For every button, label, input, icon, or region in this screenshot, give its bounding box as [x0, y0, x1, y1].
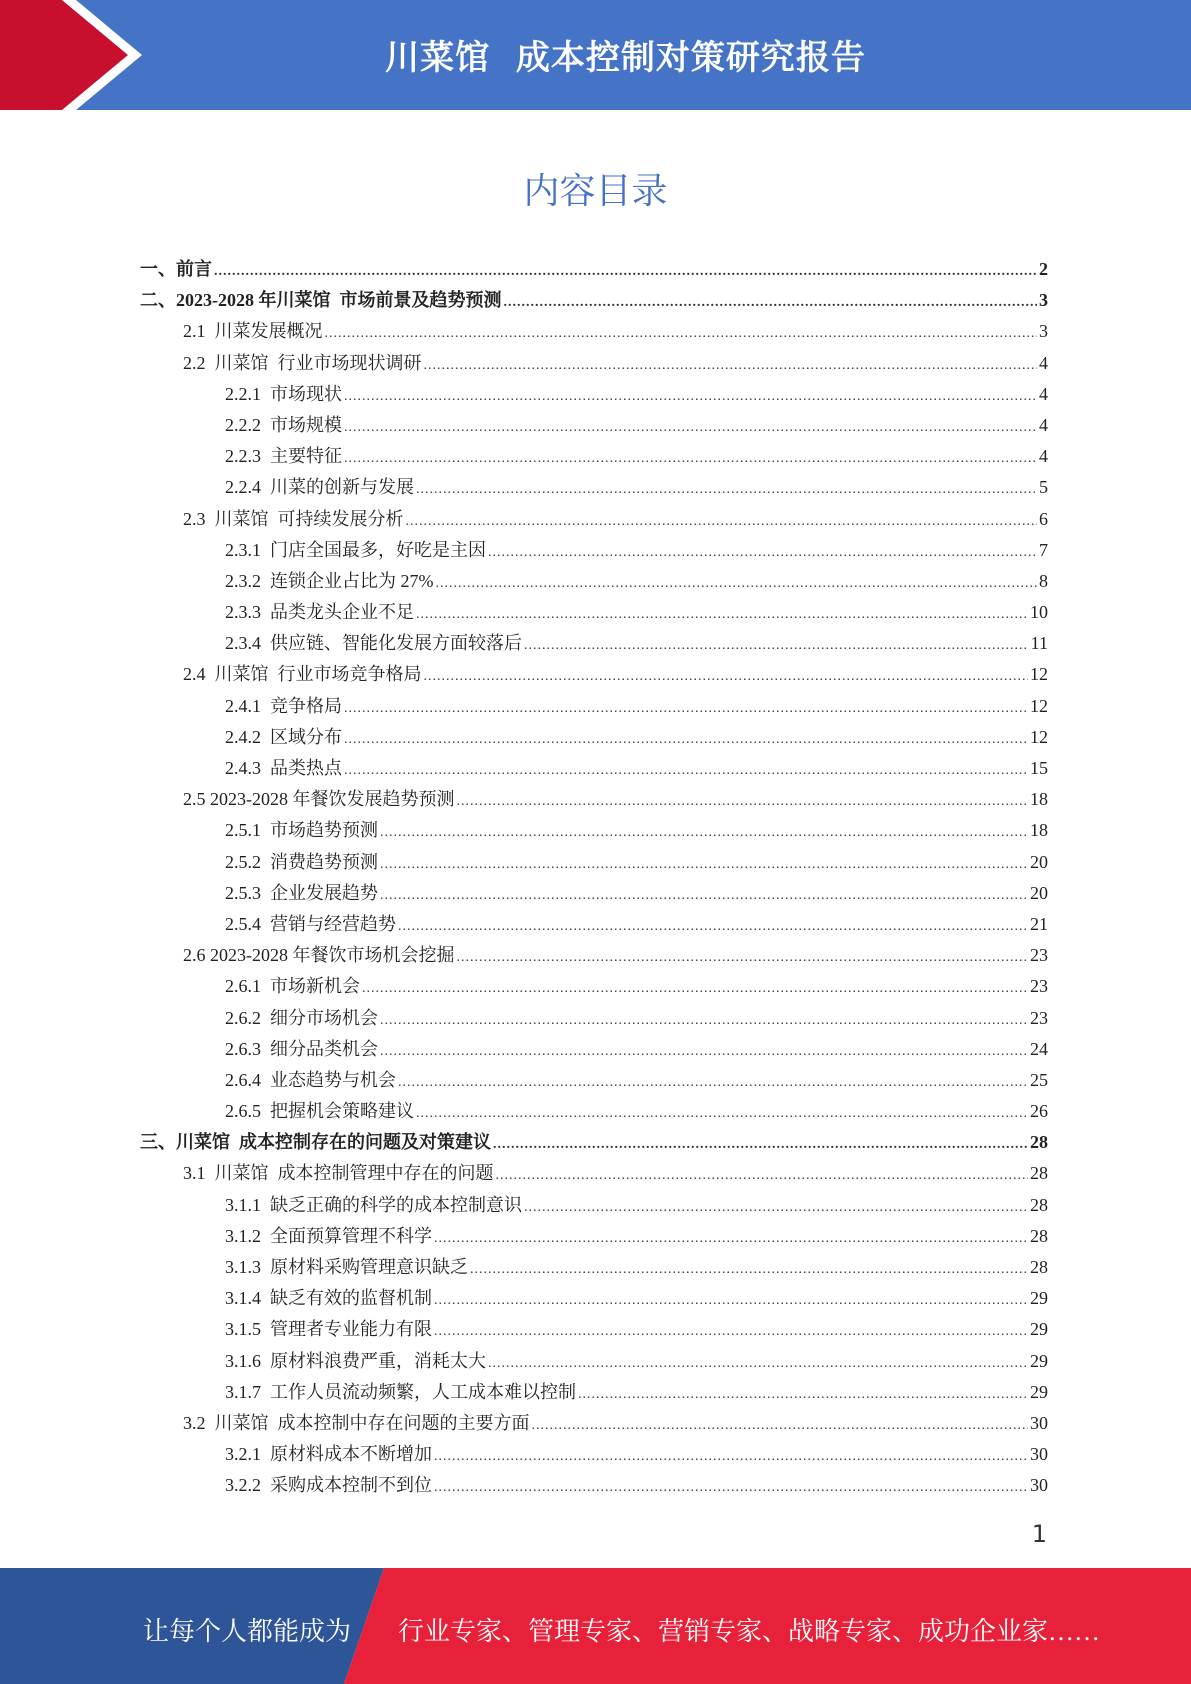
toc-entry[interactable]	[140, 566, 1048, 597]
toc-dot-leader	[344, 724, 1028, 755]
toc-entry-title: 2.6.4 业态趋势与机会	[225, 1069, 396, 1090]
toc-dot-leader	[344, 755, 1028, 786]
toc-entry-page: 12	[1030, 664, 1048, 685]
toc-entry-page: 30	[1030, 1412, 1048, 1433]
toc-entry-title: 2.3.2 连锁企业占比为 27%	[225, 570, 434, 591]
toc-entry-page: 15	[1030, 758, 1048, 778]
toc-entry-page: 4	[1039, 352, 1048, 373]
report-title: 川菜馆 成本控制对策研究报告	[385, 38, 866, 78]
toc-entry[interactable]	[140, 1158, 1048, 1189]
toc-entry-page: 28	[1030, 1257, 1048, 1277]
toc-entry[interactable]	[140, 659, 1048, 690]
toc-entry-title: 三、川菜馆 成本控制存在的问题及对策建议	[140, 1132, 491, 1153]
toc-entry[interactable]	[140, 940, 1048, 971]
page-number: 1	[1031, 1520, 1047, 1548]
toc-entry[interactable]	[140, 1003, 1048, 1034]
toc-dot-leader	[416, 1098, 1028, 1129]
toc-entry[interactable]	[140, 1314, 1048, 1345]
toc-entry[interactable]	[140, 1065, 1048, 1096]
toc-entry[interactable]	[140, 504, 1048, 535]
toc-entry-title: 2.2.1 市场现状	[225, 383, 342, 404]
toc-entry-title: 3.1.2 全面预算管理不科学	[225, 1225, 432, 1246]
toc-entry-page: 2	[1039, 259, 1048, 279]
toc-entry-page: 26	[1030, 1101, 1048, 1122]
toc-entry-title: 二、2023-2028 年川菜馆 市场前景及趋势预测	[140, 290, 502, 311]
toc-entry-page: 20	[1030, 882, 1048, 903]
toc-dot-leader	[470, 1254, 1028, 1285]
toc-dot-leader	[457, 786, 1029, 817]
toc-entry[interactable]	[140, 410, 1048, 441]
toc-dot-leader	[532, 1410, 1029, 1441]
toc-entry-title: 2.4.3 品类热点	[225, 758, 342, 778]
toc-entry-page: 18	[1030, 820, 1048, 841]
toc-entry-page: 21	[1030, 913, 1048, 934]
toc-entry-title: 2.2.3 主要特征	[225, 446, 342, 467]
toc-entry[interactable]	[140, 1221, 1048, 1252]
toc-entry-page: 23	[1030, 945, 1048, 966]
toc-entry-page: 30	[1030, 1475, 1048, 1496]
toc-entry-page: 6	[1039, 508, 1048, 529]
toc-entry-page: 8	[1039, 570, 1048, 591]
toc-dot-leader	[434, 1441, 1028, 1472]
toc-entry-page: 29	[1030, 1350, 1048, 1371]
toc-entry-title: 2.5.3 企业发展趋势	[225, 882, 378, 903]
toc-entry[interactable]	[140, 628, 1048, 659]
toc-dot-leader	[504, 287, 1038, 318]
toc-entry[interactable]	[140, 971, 1048, 1002]
toc-entry-title: 2.4.2 区域分布	[225, 726, 342, 747]
toc-entry-title: 2.5.1 市场趋势预测	[225, 820, 378, 841]
toc-entry-page: 18	[1030, 789, 1048, 810]
toc-entry-title: 2.3 川菜馆 可持续发展分析	[183, 508, 404, 529]
toc-entry[interactable]	[140, 472, 1048, 503]
toc-entry[interactable]	[140, 348, 1048, 379]
toc-dot-leader	[380, 817, 1028, 848]
toc-entry-page: 5	[1039, 477, 1048, 498]
toc-dot-leader	[436, 568, 1038, 599]
toc-entry-page: 3	[1039, 321, 1048, 342]
toc-dot-leader	[457, 942, 1029, 973]
toc-entry[interactable]	[140, 753, 1048, 784]
toc-entry-title: 2.6.5 把握机会策略建议	[225, 1101, 414, 1122]
toc-entry[interactable]	[140, 1252, 1048, 1283]
toc-entry[interactable]	[140, 285, 1048, 316]
toc-entry[interactable]	[140, 1127, 1048, 1158]
toc-entry-page: 29	[1030, 1288, 1048, 1309]
toc-entry-page: 11	[1030, 633, 1048, 654]
toc-heading: 内容目录	[523, 171, 668, 212]
toc-entry[interactable]	[140, 379, 1048, 410]
toc-entry-title: 2.5.4 营销与经营趋势	[225, 913, 396, 934]
toc-entry[interactable]	[140, 909, 1048, 940]
toc-entry[interactable]	[140, 597, 1048, 628]
toc-entry[interactable]	[140, 1283, 1048, 1314]
toc-dot-leader	[434, 1285, 1028, 1316]
toc-entry-title: 3.1.1 缺乏正确的科学的成本控制意识	[225, 1194, 522, 1215]
toc-entry-page: 20	[1030, 851, 1048, 872]
toc-dot-leader	[362, 973, 1028, 1004]
toc-entry-title: 2.3.4 供应链、智能化发展方面较落后	[225, 633, 522, 654]
toc-entry-title: 2.4.1 竞争格局	[225, 695, 342, 716]
toc-entry-page: 28	[1030, 1132, 1048, 1153]
toc-dot-leader	[434, 1472, 1028, 1503]
toc-entry-title: 2.2.4 川菜的创新与发展	[225, 477, 414, 498]
toc-entry[interactable]	[140, 1096, 1048, 1127]
toc-entry-page: 7	[1039, 539, 1048, 560]
footer-slogan-left: 让每个人都能成为	[143, 1617, 352, 1646]
toc-entry-page: 23	[1030, 1007, 1048, 1028]
toc-entry[interactable]	[140, 815, 1048, 846]
toc-dot-leader	[434, 1223, 1028, 1254]
toc-entry[interactable]	[140, 1408, 1048, 1439]
toc-entry-page: 3	[1039, 290, 1048, 311]
toc-dot-leader	[325, 318, 1038, 349]
toc-entry[interactable]	[140, 1470, 1048, 1501]
toc-entry-title: 3.1 川菜馆 成本控制管理中存在的问题	[183, 1163, 494, 1184]
toc-dot-leader	[380, 880, 1028, 911]
toc-entry-title: 3.1.5 管理者专业能力有限	[225, 1319, 432, 1340]
toc-entry[interactable]	[140, 722, 1048, 753]
toc-dot-leader	[380, 1005, 1028, 1036]
toc-entry[interactable]	[140, 1346, 1048, 1377]
toc-entry-page: 29	[1030, 1319, 1048, 1340]
toc-dot-leader	[344, 412, 1037, 443]
toc-dot-leader	[578, 1379, 1028, 1410]
toc-entry-title: 2.6.3 细分品类机会	[225, 1038, 378, 1059]
toc-entry[interactable]	[140, 1377, 1048, 1408]
toc-entry[interactable]	[140, 254, 1048, 285]
toc-entry-page: 10	[1030, 602, 1048, 623]
toc-entry-page: 4	[1039, 414, 1048, 435]
toc-entry-title: 3.1.3 原材料采购管理意识缺乏	[225, 1257, 468, 1277]
toc-entry-title: 2.3.3 品类龙头企业不足	[225, 602, 414, 623]
toc-entry-page: 28	[1030, 1225, 1048, 1246]
toc-entry-title: 3.1.6 原材料浪费严重，消耗太大	[225, 1350, 486, 1371]
toc-entry-page: 25	[1030, 1069, 1048, 1090]
toc-dot-leader	[398, 1067, 1028, 1098]
toc-entry-title: 2.6 2023-2028 年餐饮市场机会挖掘	[183, 945, 455, 966]
toc-entry-page: 29	[1030, 1381, 1048, 1402]
toc-entry[interactable]	[140, 847, 1048, 878]
toc-entry-title: 2.5 2023-2028 年餐饮发展趋势预测	[183, 789, 455, 810]
toc-entry-page: 28	[1030, 1163, 1048, 1184]
footer-banner	[0, 1568, 1191, 1684]
toc-entry-page: 23	[1030, 976, 1048, 997]
toc-dot-leader	[488, 537, 1037, 568]
toc-entry[interactable]	[140, 316, 1048, 347]
toc-entry[interactable]	[140, 784, 1048, 815]
toc-dot-leader	[344, 381, 1037, 412]
toc-dot-leader	[524, 1192, 1028, 1223]
toc-dot-leader	[380, 849, 1028, 880]
toc-entry[interactable]	[140, 1439, 1048, 1470]
toc-dot-leader	[398, 911, 1028, 942]
toc-dot-leader	[496, 1160, 1029, 1191]
toc-entry[interactable]	[140, 535, 1048, 566]
footer-slogan-right: 行业专家、管理专家、营销专家、战略专家、成功企业家……	[398, 1617, 1101, 1646]
toc-entry[interactable]	[140, 878, 1048, 909]
toc-entry-title: 2.4 川菜馆 行业市场竞争格局	[183, 664, 422, 685]
toc-entry-title: 2.2.2 市场规模	[225, 414, 342, 435]
toc-dot-leader	[416, 474, 1037, 505]
toc-entry-title: 3.1.4 缺乏有效的监督机制	[225, 1288, 432, 1309]
toc-entry-page: 4	[1039, 383, 1048, 404]
toc-entry-title: 2.1 川菜发展概况	[183, 321, 323, 342]
toc-entry[interactable]	[140, 691, 1048, 722]
toc-entry-title: 一、前言	[140, 259, 212, 279]
toc-entry-page: 30	[1030, 1444, 1048, 1465]
toc-entry-page: 4	[1039, 446, 1048, 467]
toc-entry-title: 3.2 川菜馆 成本控制中存在问题的主要方面	[183, 1412, 530, 1433]
table-of-contents	[140, 254, 1048, 1502]
toc-dot-leader	[214, 256, 1037, 287]
toc-dot-leader	[344, 693, 1028, 724]
toc-entry-title: 2.2 川菜馆 行业市场现状调研	[183, 352, 422, 373]
toc-entry[interactable]	[140, 1190, 1048, 1221]
toc-entry-title: 3.2.2 采购成本控制不到位	[225, 1475, 432, 1496]
toc-entry-title: 2.6.2 细分市场机会	[225, 1007, 378, 1028]
toc-entry-page: 28	[1030, 1194, 1048, 1215]
toc-entry-page: 24	[1030, 1038, 1048, 1059]
toc-dot-leader	[493, 1129, 1028, 1160]
toc-dot-leader	[344, 443, 1037, 474]
toc-dot-leader	[406, 506, 1038, 537]
toc-entry-title: 3.1.7 工作人员流动频繁，人工成本难以控制	[225, 1381, 576, 1402]
toc-entry-title: 2.5.2 消费趋势预测	[225, 851, 378, 872]
toc-dot-leader	[416, 599, 1028, 630]
header-banner	[0, 0, 1191, 110]
toc-dot-leader	[524, 630, 1029, 661]
toc-entry[interactable]	[140, 1034, 1048, 1065]
toc-entry-title: 2.6.1 市场新机会	[225, 976, 360, 997]
toc-dot-leader	[434, 1316, 1028, 1347]
toc-entry[interactable]	[140, 441, 1048, 472]
toc-entry-title: 3.2.1 原材料成本不断增加	[225, 1444, 432, 1465]
toc-entry-page: 12	[1030, 726, 1048, 747]
toc-entry-page: 12	[1030, 695, 1048, 716]
toc-entry-title: 2.3.1 门店全国最多，好吃是主因	[225, 539, 486, 560]
toc-dot-leader	[380, 1036, 1028, 1067]
toc-dot-leader	[488, 1348, 1028, 1379]
toc-dot-leader	[424, 661, 1029, 692]
toc-dot-leader	[424, 350, 1038, 381]
